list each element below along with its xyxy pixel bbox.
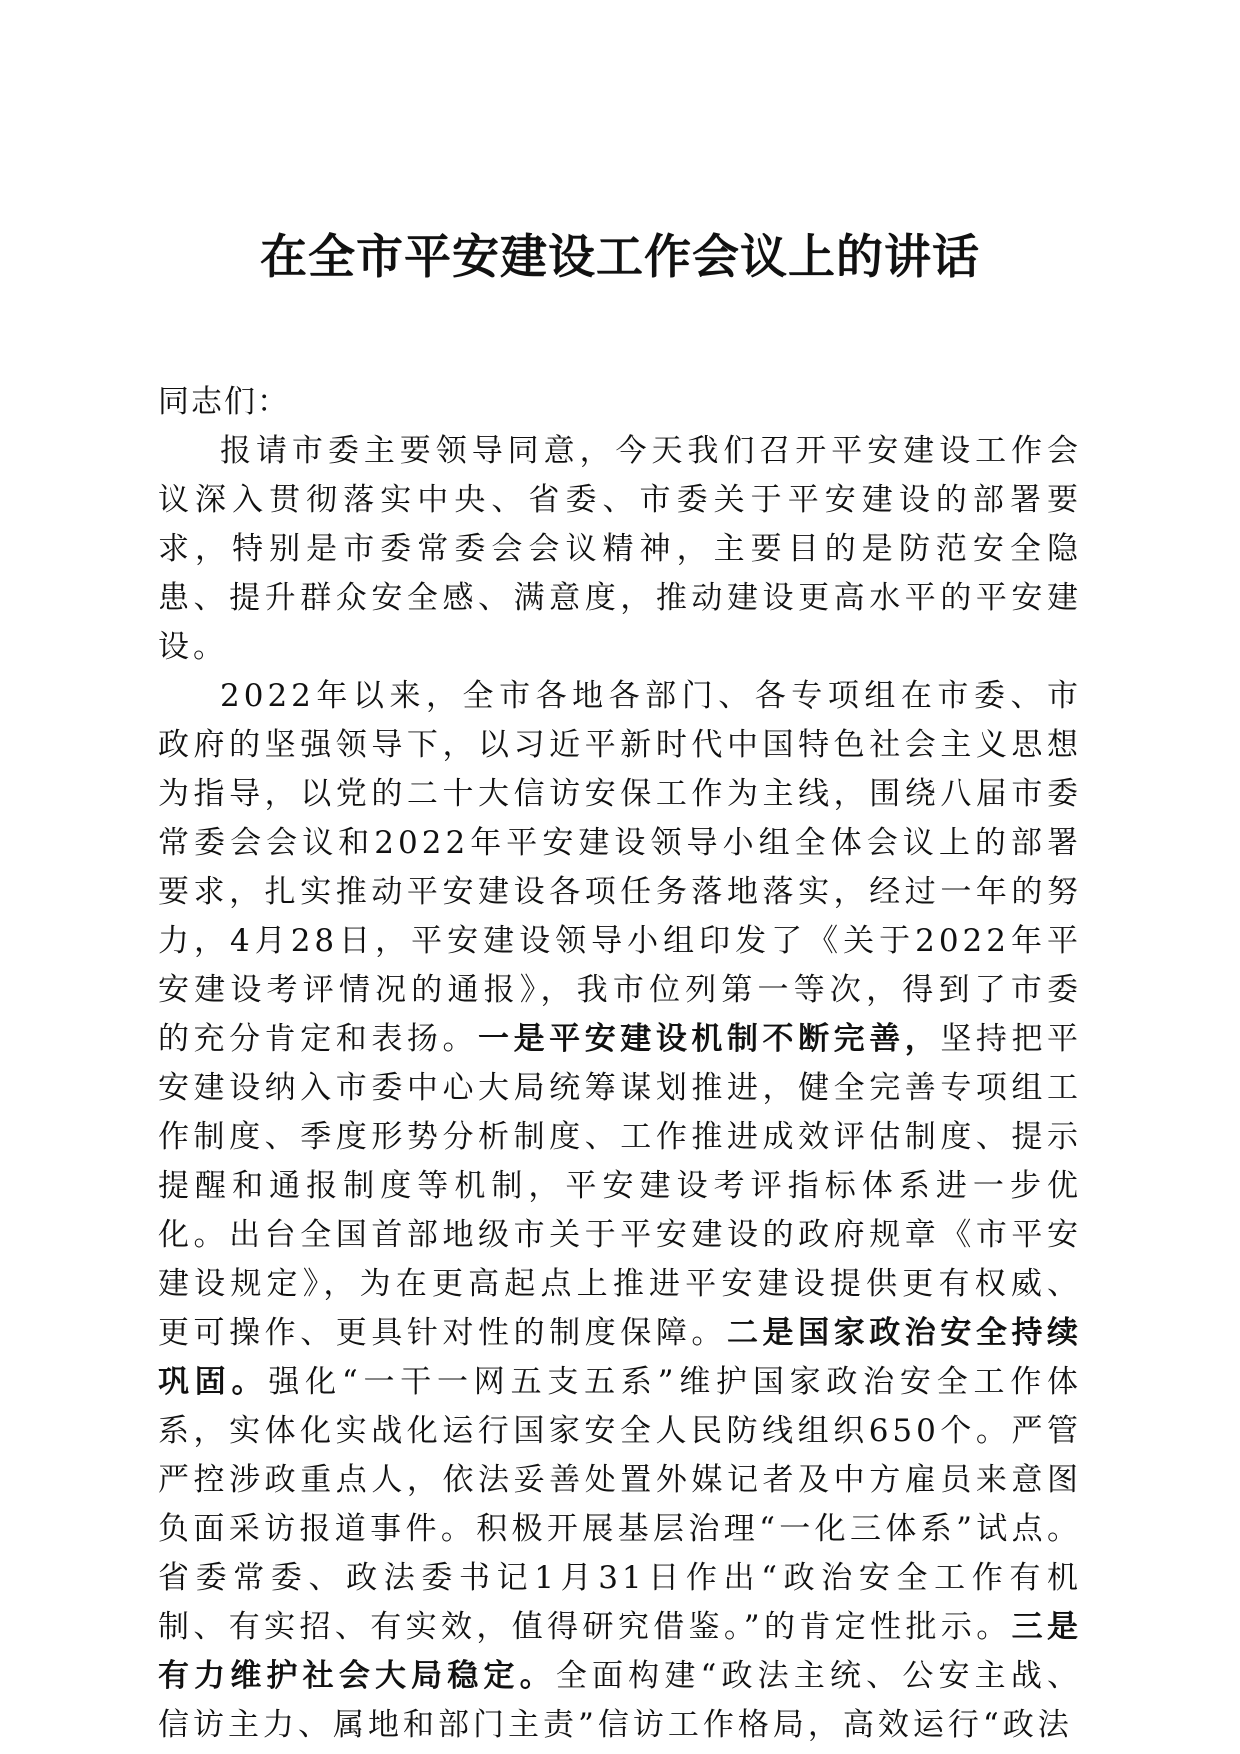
point-one-heading: 一是平安建设机制不断完善， — [478, 1021, 941, 1057]
salutation: 同志们： — [158, 384, 290, 420]
paragraph-achievements — [158, 672, 1082, 1750]
paragraph-opening: 报请市委主要领导同意，今天我们召开平安建设工作会议深入贯彻落实中央、省委、市委关于平安建设的部署要求，特别是市委常委会会议精神，主要目的是防范安全隐患、提升群众安全感、满意度，推动建设更高水平的平安建设。 — [158, 433, 1082, 665]
point-two-text: 强化“一干一网五支五系”维护国家政治安全工作体系，实体化实战化运行国家安全人民防线组织650个。严管严控涉政重点人，依法妥善处置外媒记者及中方雇员来意图负面采访报道事件。积极开展基层治理“一化三体系”试点。省委常委、政法委书记1月31日作出“政治安全工作有机制、有实招、有实效，值得研究借鉴。”的肯定性批示。 — [158, 1364, 1083, 1645]
point-one-text: 坚持把平安建设纳入市委中心大局统筹谋划推进，健全完善专项组工作制度、季度形势分析制度、工作推进成效评估制度、提示提醒和通报制度等机制，平安建设考评指标体系进一步优化。出台全国首部地级市关于平安建设的政府规章《市平安建设规定》，为在更高起点上推进平安建设提供更有权威、更可操作、更具针对性的制度保障。 — [158, 1021, 1083, 1351]
point-two-heading: 二是国家政治安全持续巩固。 — [158, 1315, 1083, 1400]
paragraph-intro: 2022年以来，全市各地各部门、各专项组在市委、市政府的坚强领导下，以习近平新时代中国特色社会主义思想为指导，以党的二十大信访安保工作为主线，围绕八届市委常委会会议和2022年平安建设领导小组全体会议上的部署要求，扎实推动平安建设各项任务落地落实，经过一年的努力，4月28日，平安建设领导小组印发了《关于2022年平安建设考评情况的通报》，我市位列第一等次，得到了市委的充分肯定和表扬。 — [158, 678, 1082, 1057]
document-title: 在全市平安建设工作会议上的讲话 — [260, 230, 980, 285]
point-three-text: 全面构建“政法主统、公安主战、信访主力、属地和部门主责”信访工作格局，高效运行“政法 — [158, 1658, 1082, 1743]
document-body — [158, 378, 1082, 1750]
point-three-heading: 三是有力维护社会大局稳定。 — [158, 1609, 1082, 1694]
